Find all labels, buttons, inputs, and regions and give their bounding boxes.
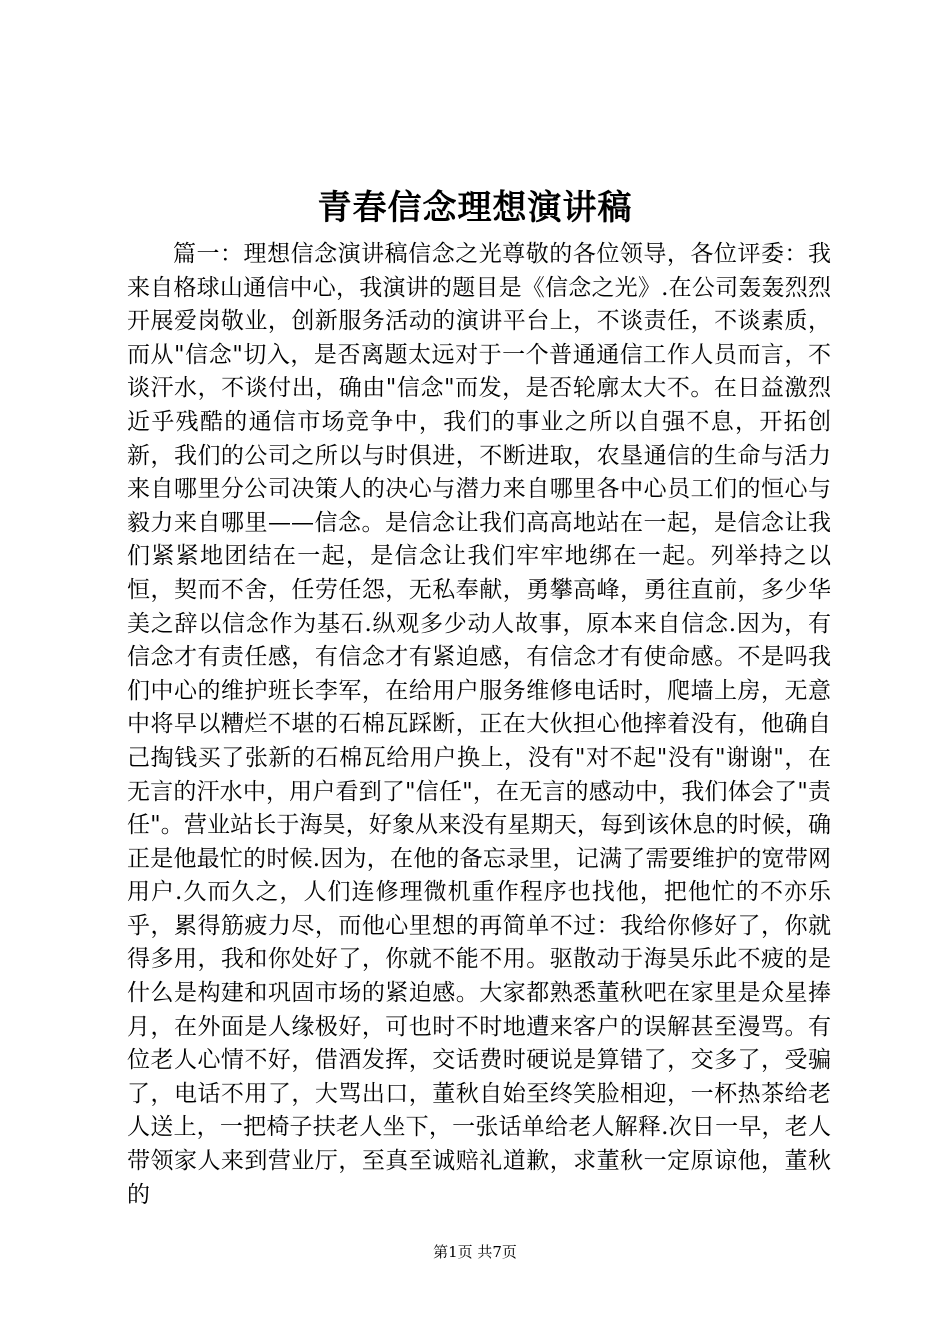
page-number-footer: 第1页 共7页 bbox=[433, 1243, 517, 1261]
document-title: 青春信念理想演讲稿 bbox=[317, 188, 633, 228]
document-body-paragraph: 篇一：理想信念演讲稿信念之光尊敬的各位领导，各位评委：我来自格球山通信中心，我演讲的题目是《信念之光》.在公司轰轰烈烈开展爱岗敬业，创新服务活动的演讲平台上，不谈责任，不谈素质，而从"信念"切入，是否离题太远对于一个普通通信工作人员而言，不谈汗水，不谈付出，确由"信念"而发，是否轮廓太大不。在日益激烈近乎残酷的通信市场竞争中，我们的事业之所以自强不息，开拓创新，我们的公司之所以与时俱进，不断进取，农垦通信的生命与活力来自哪里分公司决策人的决心与潜力来自哪里各中心员工们的恒心与毅力来自哪里——信念。是信念让我们高高地站在一起，是信念让我们紧紧地团结在一起，是信念让我们牢牢地绑在一起。列举持之以恒，契而不舍，任劳任怨，无私奉献，勇攀高峰，勇往直前，多少华美之辞以信念作为基石.纵观多少动人故事，原本来自信念.因为，有信念才有责任感，有信念才有紧迫感，有信念才有使命感。不是吗我们中心的维护班长李军，在给用户服务维修电话时，爬墙上房，无意中将早以糟烂不堪的石棉瓦踩断，正在大伙担心他摔着没有，他确自己掏钱买了张新的石棉瓦给用户换上，没有"对不起"没有"谢谢"，在无言的汗水中，用户看到了"信任"，在无言的感动中，我们体会了"责任"。营业站长于海昊，好象从来没有星期天，每到该休息的时候，确正是他最忙的时候.因为，在他的备忘录里，记满了需要维护的宽带网用户.久而久之，人们连修理微机重作程序也找他，把他忙的不亦乐乎，累得筋疲力尽，而他心里想的再简单不过：我给你修好了，你就得多用，我和你处好了，你就不能不用。驱散动于海昊乐此不疲的是什么是构建和巩固市场的紧迫感。大家都熟悉董秋吧在家里是众星捧月，在外面是人缘极好，可也时不时地遭来客户的误解甚至漫骂。有位老人心情不好，借酒发挥，交话费时硬说是算错了，交多了，受骗了，电话不用了，大骂出口，董秋自始至终笑脸相迎，一杯热茶给老人送上，一把椅子扶老人坐下，一张话单给老人解释.次日一早，老人带领家人来到营业厅，至真至诚赔礼道歉，求董秋一定原谅他，董秋的 bbox=[127, 241, 831, 1208]
